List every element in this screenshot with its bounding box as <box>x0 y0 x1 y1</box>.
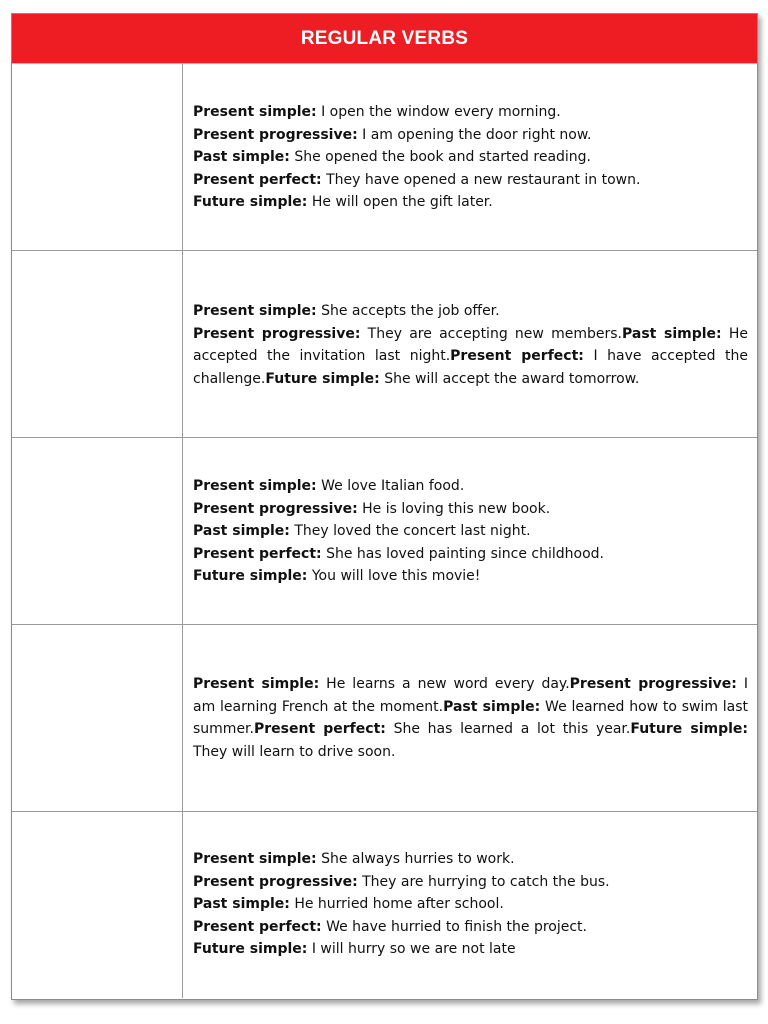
verb-cell <box>12 438 183 624</box>
example-line: Present perfect: They have opened a new restaurant in town. <box>193 171 641 188</box>
example-paragraph: Present progressive: They are accepting new members.Past simple: He accepted the invitation last night.Present perfect: I have accepted the challenge.Future simple: She will accept the award tomorrow. <box>193 325 748 387</box>
example-cell <box>183 812 757 998</box>
example-line: Present perfect: We have hurried to finish the project. <box>193 918 587 935</box>
verb-table <box>11 13 758 1000</box>
example-line: Present simple: We love Italian food. <box>193 478 465 494</box>
example-line: Future simple: You will love this movie! <box>193 568 481 584</box>
table-row <box>12 812 757 998</box>
table-row <box>12 251 757 438</box>
example-cell <box>183 625 757 811</box>
table-row <box>12 625 757 812</box>
example-line: Present simple: I open the window every morning. <box>193 104 561 120</box>
example-line: Past simple: They loved the concert last night. <box>193 523 531 539</box>
example-line: Past simple: She opened the book and started reading. <box>193 149 592 165</box>
example-line: Past simple: He hurried home after school. <box>193 896 504 912</box>
example-cell <box>183 251 757 437</box>
verb-cell <box>12 625 183 811</box>
table-row <box>12 64 757 251</box>
example-line: Present simple: She accepts the job offer. <box>193 303 500 319</box>
verb-cell <box>12 812 183 998</box>
table-row <box>12 438 757 625</box>
example-line: Present perfect: She has loved painting since childhood. <box>193 545 604 562</box>
verb-cell <box>12 251 183 437</box>
example-paragraph: Present simple: He learns a new word every day.Present progressive: I am learning French at the moment.Past simple: We learned how to swim last summer.Present perfect: She has learned a lot this year.Future simple: They will learn to drive soon. <box>193 676 749 760</box>
example-cell <box>183 438 757 624</box>
example-line: Future simple: He will open the gift later. <box>193 194 493 210</box>
example-line: Present progressive: I am opening the door right now. <box>193 126 592 143</box>
table-title: REGULAR VERBS <box>12 14 757 64</box>
example-line: Present simple: She always hurries to work. <box>193 851 515 867</box>
verb-cell <box>12 64 183 250</box>
example-line: Present progressive: He is loving this new book. <box>193 500 551 517</box>
example-line: Present progressive: They are hurrying to catch the bus. <box>193 873 610 890</box>
example-cell <box>183 64 757 250</box>
example-line: Future simple: I will hurry so we are not late <box>193 941 516 957</box>
